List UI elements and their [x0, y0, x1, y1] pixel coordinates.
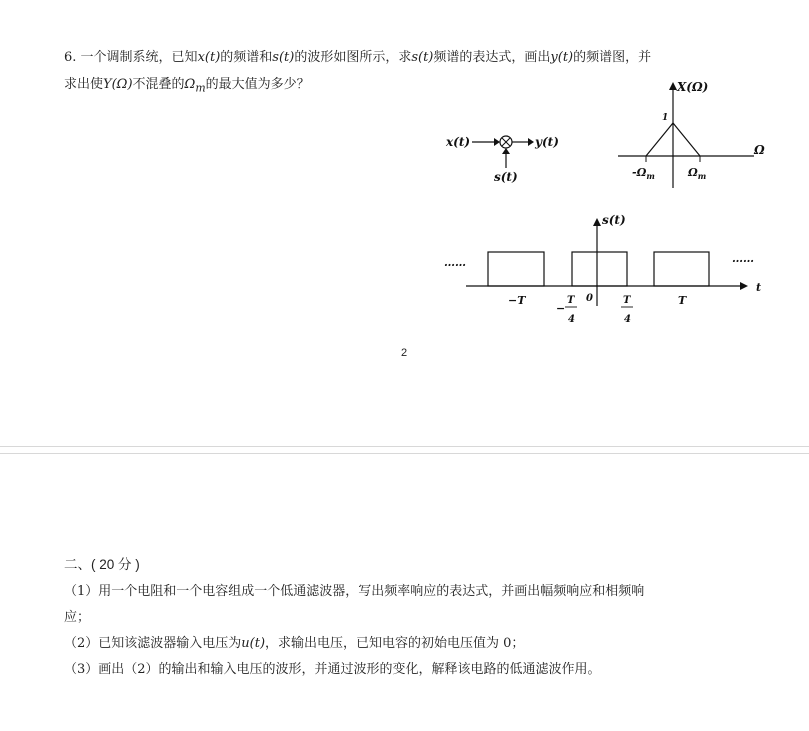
section-2-q2	[64, 631, 764, 657]
question-text: 的最大值为多少？	[205, 77, 310, 92]
modulator-block-diagram	[445, 135, 559, 184]
spectrum-peak-label: 1	[662, 113, 669, 123]
pulse	[572, 252, 627, 286]
tick-label-pos-T-num: T	[623, 295, 631, 306]
tick-label-zero: 0	[586, 293, 593, 304]
math-y-t: y(t)	[550, 50, 574, 65]
time-axis-arrow	[740, 282, 748, 290]
page-number: 2	[401, 347, 408, 359]
neg-omega-m-label: $-\Omega_m$	[632, 166, 655, 181]
question-text: 的频谱图，并	[573, 50, 652, 65]
tick-label-neg-den: 4	[568, 314, 575, 325]
wave-title: s(t)	[602, 213, 626, 227]
page-divider	[0, 453, 809, 454]
block-carrier-label: s(t)	[494, 170, 518, 184]
question-text: 一个调制系统，已知	[80, 50, 198, 65]
square-wave-plot	[444, 213, 761, 325]
tick-label-neg-T: −T	[508, 294, 526, 307]
magnitude-axis-arrow	[669, 82, 677, 90]
math-s-t: s(t)	[272, 50, 295, 65]
wave-dots-left: ……	[444, 256, 466, 269]
math-s-t: s(t)	[411, 50, 434, 65]
carrier-arrow	[502, 148, 510, 154]
pulse	[488, 252, 544, 286]
omega-symbol: Ω	[184, 77, 196, 92]
question-text: 求出使	[64, 77, 104, 92]
output-arrow	[528, 138, 534, 146]
question-text: 的波形如图所示，求	[294, 50, 412, 65]
question-text: 不混叠的	[132, 77, 185, 92]
input-arrow	[494, 138, 500, 146]
math-omega-m	[184, 77, 206, 95]
question-6-figure	[436, 76, 776, 332]
omega-subscript: m	[195, 81, 206, 95]
section-2-heading: 二、( 20 分 )	[64, 557, 140, 572]
section-2-q1-cont: 应；	[64, 610, 91, 625]
pulse	[654, 252, 709, 286]
block-output-label: y(t)	[535, 135, 559, 149]
question-text: 频谱的表达式，画出	[433, 50, 551, 65]
spectrum-plot	[618, 80, 765, 188]
block-input-label: x(t)	[446, 135, 471, 149]
page-divider	[0, 446, 809, 447]
math-x-t: x(t)	[197, 50, 221, 65]
amplitude-axis-arrow	[593, 218, 601, 226]
question-text: 的频谱和	[220, 50, 273, 65]
section-2-q3: （3）画出（2）的输出和输入电压的波形，并通过波形的变化，解释该电路的低通滤波作用。	[64, 662, 601, 677]
question-text: （2）已知该滤波器输入电压为	[64, 636, 242, 651]
spectrum-title: X(Ω)	[677, 80, 709, 94]
section-2-q1: （1）用一个电阻和一个电容组成一个低通滤波器，写出频率响应的表达式，并画出幅频响应和相频响	[64, 584, 645, 599]
question-text: ，求输出电压，已知电容的初始电压值为 0；	[265, 636, 525, 651]
math-u-t: u(t)	[241, 636, 266, 651]
question-6-line-1	[64, 44, 754, 71]
time-axis-label: t	[756, 281, 762, 294]
tick-label-pos-den: 4	[624, 314, 631, 325]
tick-label-minus: −	[556, 302, 566, 315]
omega-axis-label: Ω	[754, 143, 765, 157]
figure-svg	[436, 76, 776, 332]
section-2	[64, 555, 764, 683]
wave-dots-right: ……	[732, 252, 754, 265]
math-Y-omega: Y(Ω)	[103, 77, 133, 92]
pos-omega-m-label: $\Omega_m$	[688, 166, 707, 181]
tick-label-neg-T-num: T	[567, 295, 575, 306]
question-number: 6.	[64, 50, 77, 65]
tick-label-T: T	[678, 294, 687, 307]
